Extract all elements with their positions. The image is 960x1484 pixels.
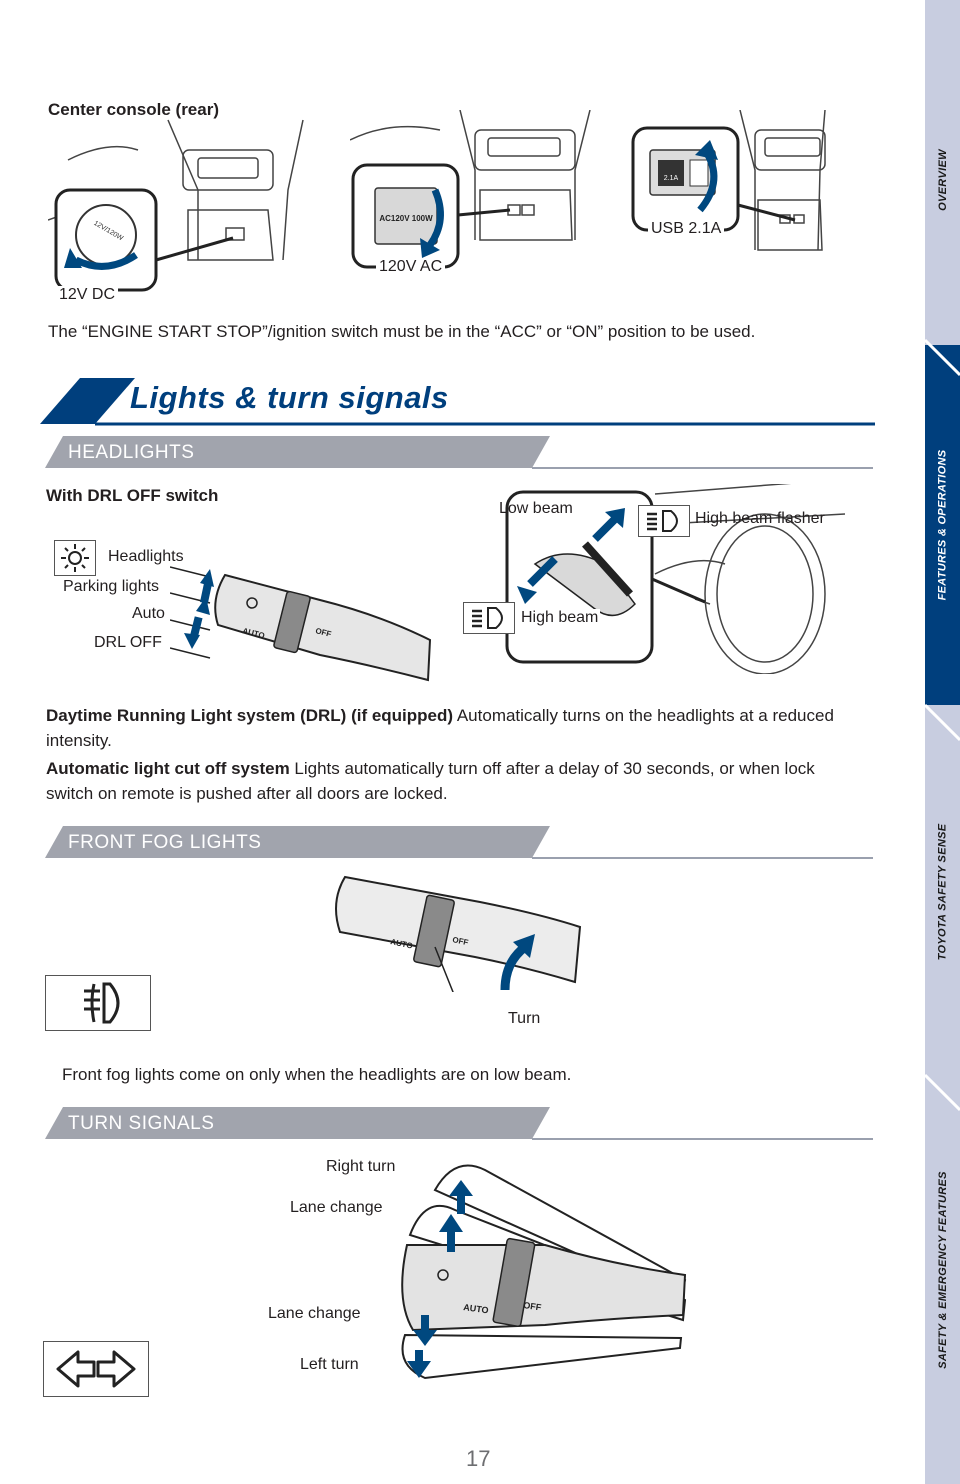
turn-stalk-illustration: [385, 1150, 695, 1385]
outlet-label: AC120V 100W: [379, 214, 433, 223]
lights-title: Lights & turn signals: [130, 380, 449, 415]
drl-paragraph: [46, 703, 866, 753]
cutoff-paragraph: [46, 756, 866, 806]
tab-tss-label: TOYOTA SAFETY SENSE: [936, 823, 949, 961]
stalk-off-text: OFF: [314, 626, 333, 639]
fog-stalk-illustration: [330, 872, 590, 992]
fog-stalk-off-text: OFF: [451, 935, 470, 948]
turn-stalk-auto-text: AUTO: [462, 1302, 490, 1316]
svg-text:12V/120W: 12V/120W: [92, 219, 125, 243]
label-lane-change-down: Lane change: [268, 1305, 361, 1322]
console-title: Center console (rear): [48, 100, 219, 119]
label-high-beam: High beam: [521, 609, 599, 626]
high-beam-icon: [639, 506, 689, 536]
label-usb: USB 2.1A: [648, 220, 724, 238]
high-beam-icon: [464, 603, 514, 633]
label-turn: Turn: [508, 1010, 541, 1027]
headlights-subtitle: With DRL OFF switch: [46, 486, 219, 505]
page-number: 17: [466, 1446, 491, 1471]
drl-term: Daytime Running Light system (DRL) (if equipped): [46, 706, 454, 725]
headlight-symbol-icon: [55, 541, 95, 575]
label-headlights: Headlights: [108, 548, 184, 565]
stalk-auto-text: AUTO: [241, 626, 266, 641]
fog-header: FRONT FOG LIGHTS: [68, 832, 262, 853]
label-lane-change-up: Lane change: [290, 1199, 383, 1216]
headlights-header: HEADLIGHTS: [68, 442, 195, 463]
label-120v-ac: 120V AC: [376, 258, 445, 276]
turn-header: TURN SIGNALS: [68, 1113, 215, 1134]
headlight-stalk-illustration: [170, 555, 440, 685]
console-120v-illustration: [350, 110, 610, 280]
tab-features-label: FEATURES & OPERATIONS: [936, 449, 949, 601]
sidebar: [925, 0, 960, 1484]
console-note: The “ENGINE START STOP”/ignition switch must be in the “ACC” or “ON” position to be used.: [48, 322, 756, 341]
high-beam-flasher-box: [638, 505, 690, 537]
label-12v-dc: 12V DC: [56, 286, 118, 304]
cutoff-description: Lights automatically turn off after a delay of 30 seconds, or when lock switch on remote is pushed after all doors are locked.: [46, 759, 815, 803]
label-high-beam-flasher: High beam flasher: [695, 510, 825, 527]
label-low-beam: Low beam: [499, 500, 573, 517]
console-usb-illustration: [630, 110, 830, 280]
tab-overview-label: OVERVIEW: [936, 149, 949, 211]
fog-note: Front fog lights come on only when the headlights are on low beam.: [62, 1065, 572, 1084]
label-parking-lights: Parking lights: [63, 578, 160, 595]
label-auto: Auto: [132, 605, 165, 622]
turn-signal-arrows-icon: [44, 1342, 148, 1396]
front-fog-icon: [46, 976, 150, 1030]
high-beam-box: [463, 602, 515, 634]
drl-description: Automatically turns on the headlights at a reduced intensity.: [46, 706, 834, 750]
fog-indicator-box: [45, 975, 151, 1031]
headlight-indicator-box: [54, 540, 96, 576]
tab-safety-label: SAFETY & EMERGENCY FEATURES: [936, 1171, 949, 1369]
tab-dividers: [925, 0, 960, 1484]
label-left-turn: Left turn: [300, 1356, 359, 1373]
label-drl-off: DRL OFF: [94, 634, 162, 651]
turn-indicator-box: [43, 1341, 149, 1397]
turn-stalk-off-text: OFF: [522, 1300, 542, 1313]
fog-stalk-auto-text: AUTO: [389, 937, 414, 951]
cutoff-term: Automatic light cut off system: [46, 759, 290, 778]
console-12v-illustration: [48, 110, 318, 310]
usb-rating-label: 2.1A: [663, 175, 679, 182]
label-right-turn: Right turn: [326, 1158, 396, 1175]
